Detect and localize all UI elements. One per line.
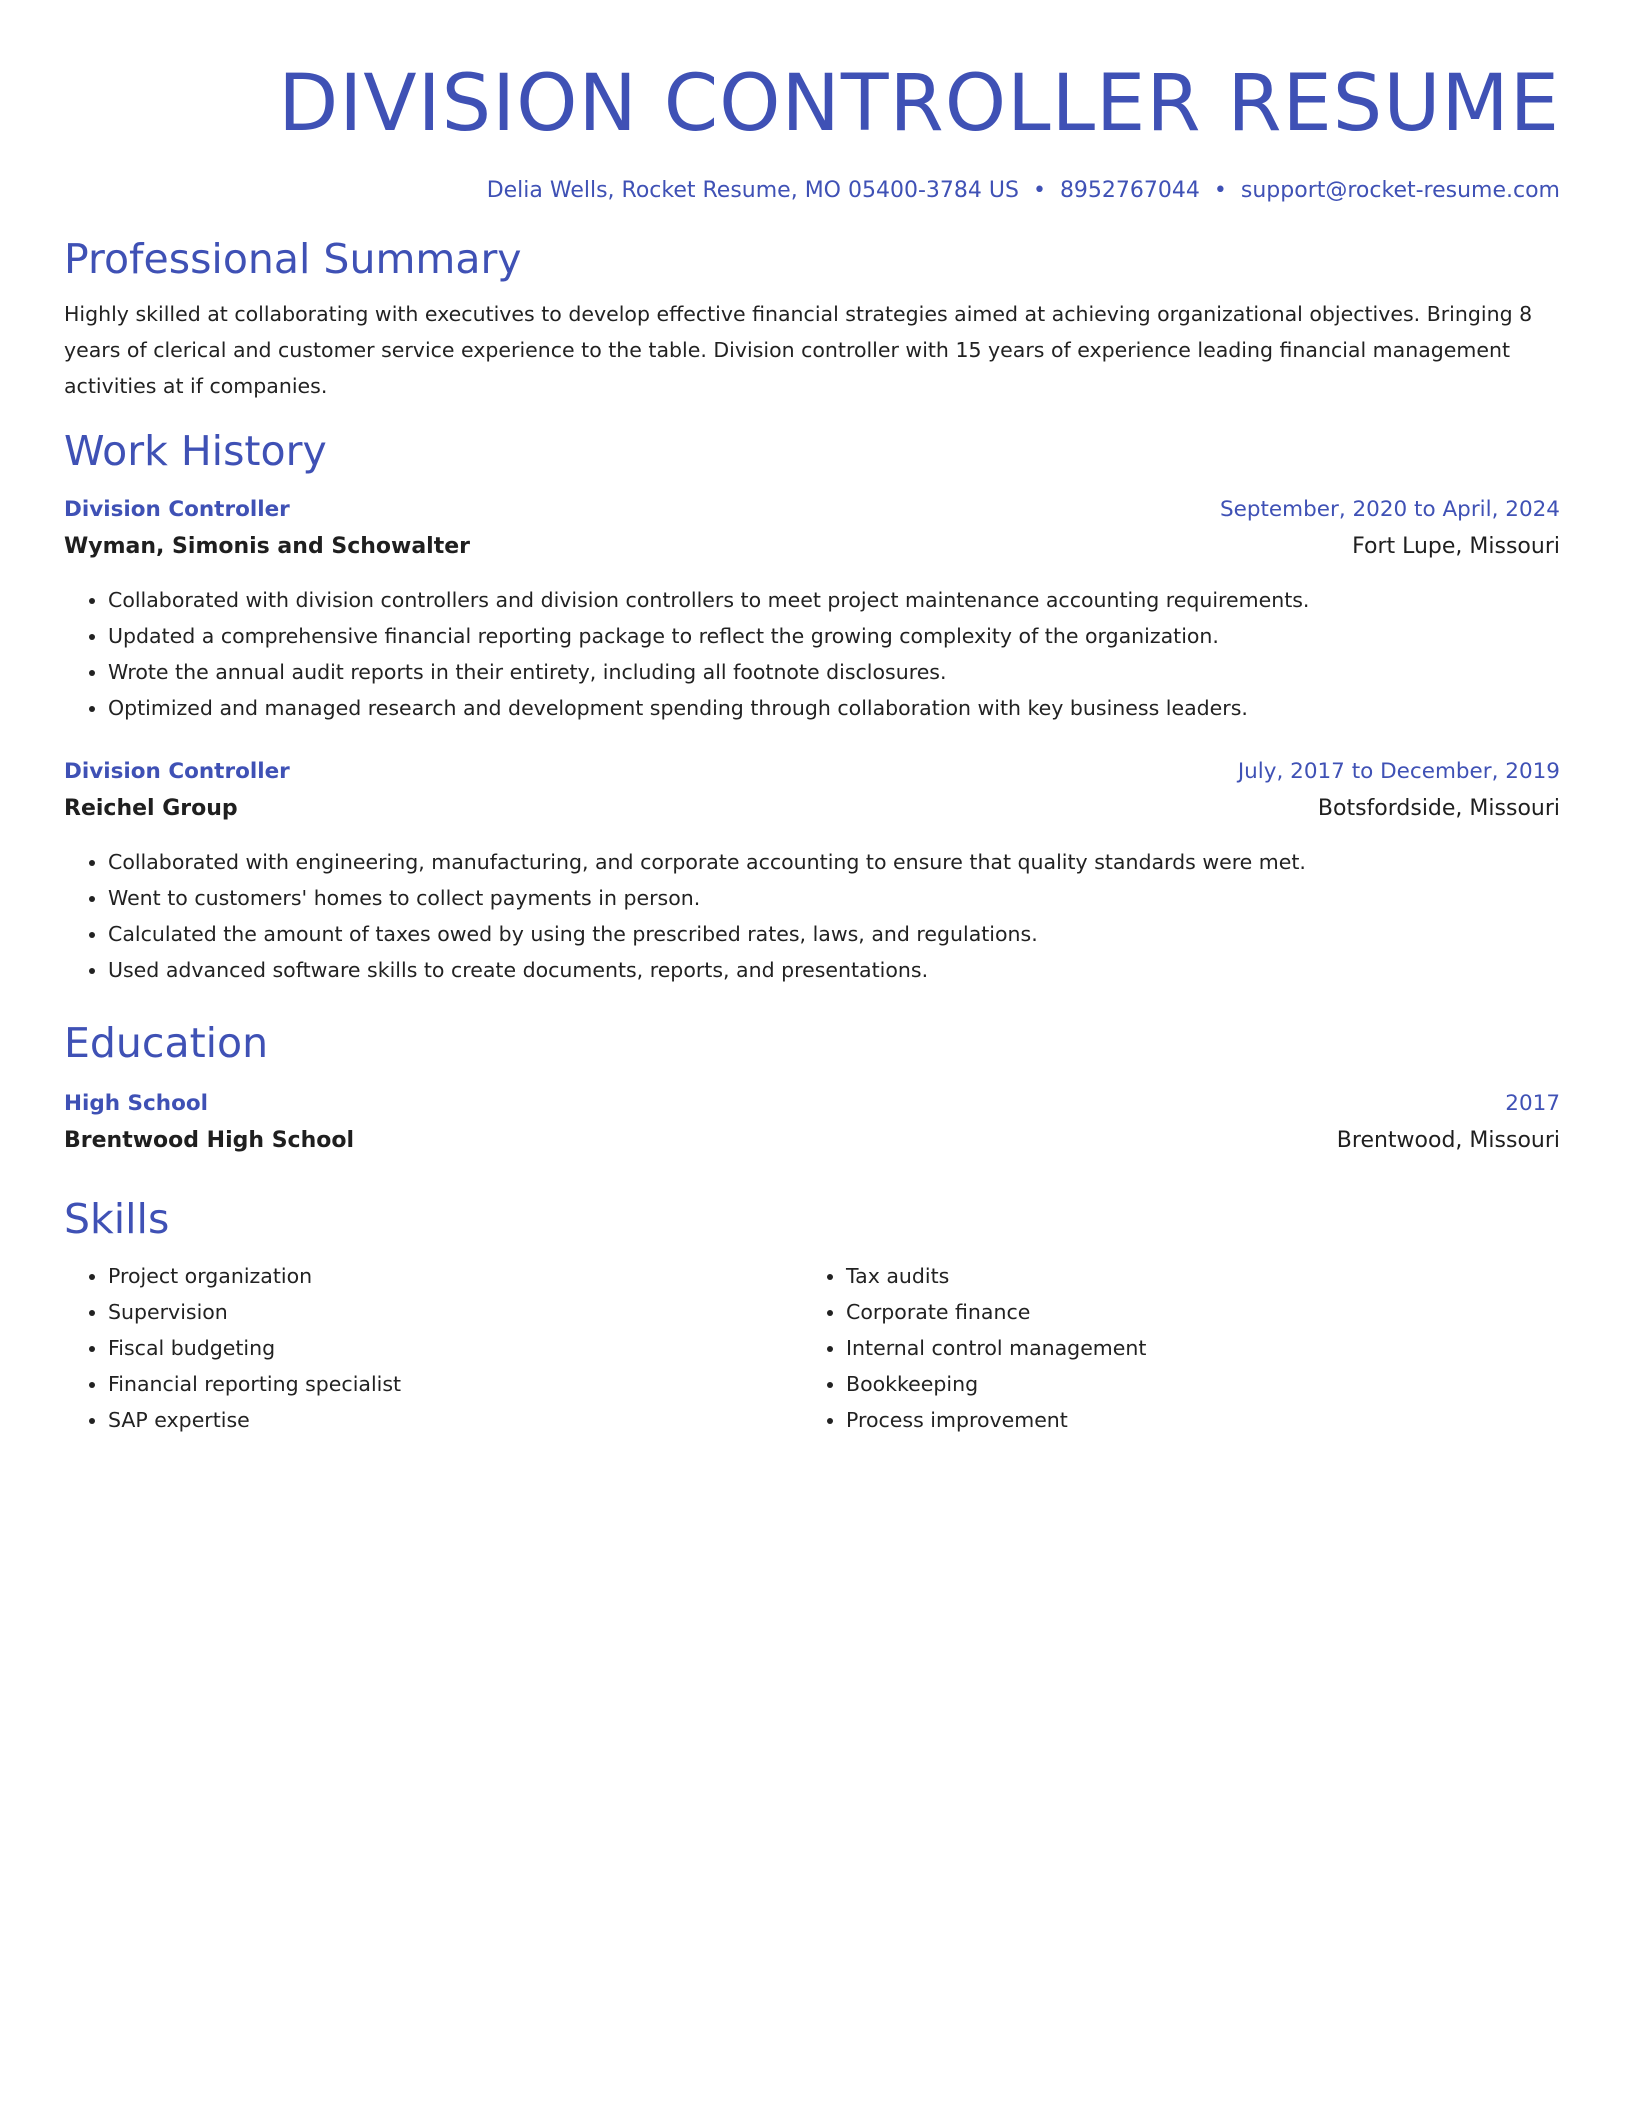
job-role: Division Controller (64, 497, 290, 522)
job-company-row (64, 530, 1560, 564)
education-degree-row (64, 1088, 1560, 1120)
skill-item: • Bookkeeping (846, 1366, 1546, 1402)
skill-item: • Internal control management (846, 1330, 1546, 1366)
education-year: 2017 (1505, 1091, 1560, 1116)
education-school: Brentwood High School (64, 1128, 355, 1153)
skills-column-left (64, 1258, 802, 1438)
job-bullet: • Wrote the annual audit reports in their entirety, including all footnote disclosures. (108, 654, 1560, 690)
skill-item: • Process improvement (846, 1402, 1546, 1438)
job-bullet: • Went to customers' homes to collect payments in person. (108, 880, 1560, 916)
job-bullet: • Updated a comprehensive financial reporting package to reflect the growing complexity of the organization. (108, 618, 1560, 654)
job-bullets (64, 844, 1560, 988)
education-heading: Education (64, 1019, 269, 1067)
contact-separator: • (1213, 178, 1227, 203)
job-bullet: • Collaborated with engineering, manufacturing, and corporate accounting to ensure that quality standards were met. (108, 844, 1560, 880)
job-location: Fort Lupe, Missouri (1352, 534, 1560, 559)
job-dates: September, 2020 to April, 2024 (1219, 497, 1560, 522)
job-title-row (64, 756, 1560, 788)
job-location: Botsfordside, Missouri (1317, 796, 1560, 821)
education-degree: High School (64, 1091, 208, 1116)
resume-title: DIVISION CONTROLLER RESUME (278, 59, 1560, 149)
skill-item: • Project organization (108, 1258, 802, 1294)
summary-text: Highly skilled at collaborating with executives to develop effective financial strategies aimed at achieving organizational objectives. Bringing 8 years of clerical and customer service experience to the table. Division controller with 15 years of experience leading financial management activities at if companies. (64, 302, 1533, 398)
skill-item: • Tax audits (846, 1258, 1546, 1294)
summary-heading: Professional Summary (64, 235, 522, 283)
job-title-row (64, 494, 1560, 526)
skills-grid (64, 1258, 1560, 1438)
education-location: Brentwood, Missouri (1336, 1128, 1560, 1153)
contact-email: support@rocket-resume.com (1240, 178, 1560, 203)
skill-item: • Supervision (108, 1294, 802, 1330)
work-history-heading: Work History (64, 427, 327, 475)
resume-page (64, 0, 1560, 1438)
job-bullet: • Optimized and managed research and development spending through collaboration with key business leaders. (108, 690, 1560, 726)
skills-column-right (802, 1258, 1546, 1438)
contact-line (64, 176, 1560, 206)
job-company-row (64, 792, 1560, 826)
job-bullet: • Calculated the amount of taxes owed by using the prescribed rates, laws, and regulations. (108, 916, 1560, 952)
skill-item: • Financial reporting specialist (108, 1366, 802, 1402)
skill-item: • SAP expertise (108, 1402, 802, 1438)
contact-address: Delia Wells, Rocket Resume, MO 05400-3784 US (486, 178, 1019, 203)
job-bullet: • Used advanced software skills to create documents, reports, and presentations. (108, 952, 1560, 988)
job-role: Division Controller (64, 759, 290, 784)
skill-item: • Fiscal budgeting (108, 1330, 802, 1366)
job-bullet: • Collaborated with division controllers and division controllers to meet project maintenance accounting requirements. (108, 582, 1560, 618)
job-company: Reichel Group (64, 796, 238, 821)
job-dates: July, 2017 to December, 2019 (1237, 759, 1560, 784)
skill-item: • Corporate finance (846, 1294, 1546, 1330)
job-bullets (64, 582, 1560, 726)
contact-phone: 8952767044 (1059, 178, 1200, 203)
skills-heading: Skills (64, 1195, 170, 1243)
job-entry (64, 494, 1560, 726)
job-company: Wyman, Simonis and Schowalter (64, 534, 471, 559)
education-school-row (64, 1124, 1560, 1158)
job-entry (64, 756, 1560, 988)
contact-separator: • (1032, 178, 1046, 203)
education-entry (64, 1088, 1560, 1158)
resume-header (64, 58, 1560, 206)
